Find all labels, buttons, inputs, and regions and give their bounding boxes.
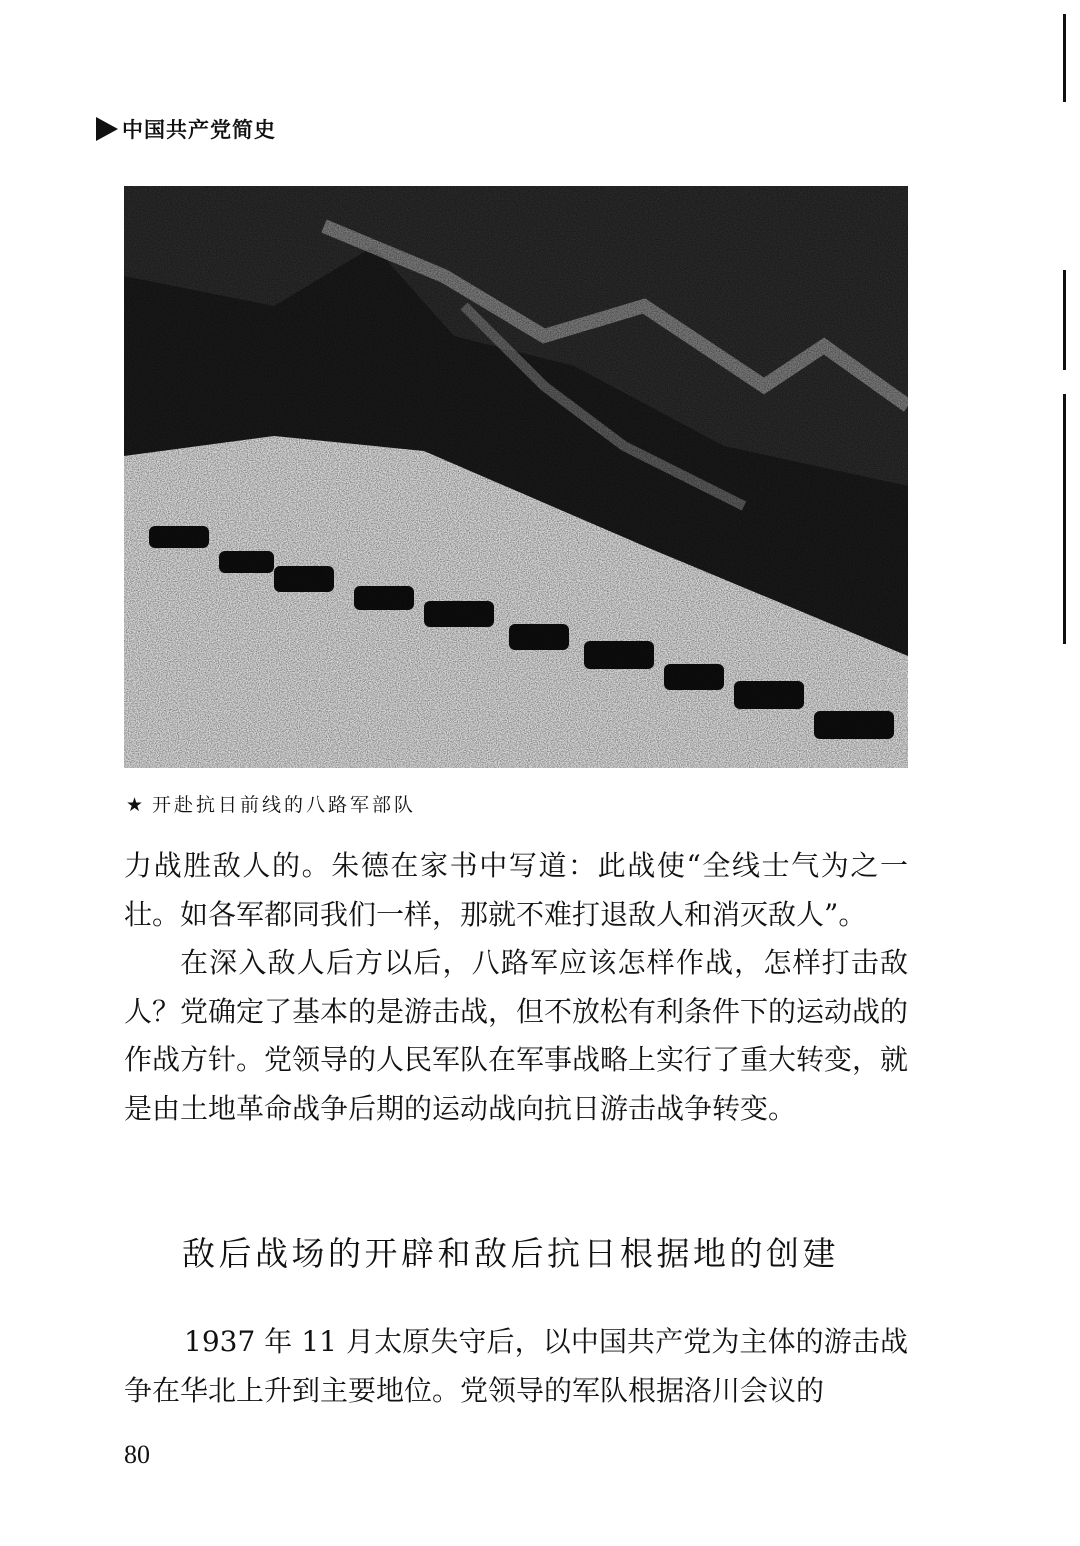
- section-heading: 敌后战场的开辟和敌后抗日根据地的创建: [182, 1234, 839, 1273]
- historical-photo: [124, 186, 908, 768]
- photo-caption: [126, 790, 416, 817]
- paragraph-1: [124, 842, 908, 939]
- caption-text: 开赴抗日前线的八路军部队: [152, 794, 417, 816]
- paragraph-3-text: 1937 年 11 月太原失守后，以中国共产党为主体的游击战争在华北上升到主要地位。党领导的军队根据洛川会议的: [124, 1325, 908, 1407]
- paragraph-2-text: 在深入敌人后方以后，八路军应该怎样作战，怎样打击敌人？党确定了基本的是游击战，但不放松有利条件下的运动战的作战方针。党领导的人民军队在军事战略上实行了重大转变，就是由土地革命战争后期的运动战向抗日游击战争转变。: [124, 946, 909, 1125]
- running-header: [96, 114, 276, 144]
- star-icon: ★: [126, 794, 147, 816]
- photo-mountain-troops-image: [124, 186, 908, 768]
- paragraph-2: [124, 939, 908, 1133]
- page-edge-line-top: [1063, 14, 1066, 102]
- book-title: 中国共产党简史: [122, 118, 276, 142]
- paragraph-1-text: 力战胜敌人的。朱德在家书中写道：此战使“全线士气为之一壮。如各军都同我们一样，那就不难打退敌人和消灭敌人”。: [124, 849, 908, 931]
- page-number: 80: [124, 1440, 150, 1469]
- paragraph-3: [124, 1318, 908, 1415]
- page-edge-line-lower: [1063, 394, 1066, 644]
- page-edge-line-middle: [1063, 270, 1066, 370]
- triangle-marker-icon: [96, 117, 118, 141]
